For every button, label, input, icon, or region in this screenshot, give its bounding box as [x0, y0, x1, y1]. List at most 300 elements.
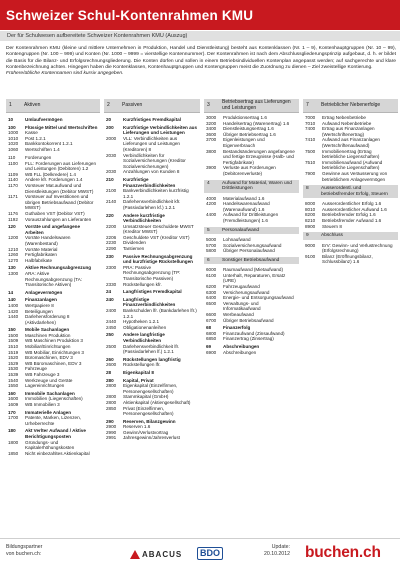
account-name: Rückstellungen kfr.	[123, 281, 162, 287]
account-name: Guthaben VST (Debitor VST)	[25, 211, 85, 216]
account-name: Finanzaufwand (Zinsaufwand)	[223, 330, 285, 336]
account-name: Tantiemen	[123, 246, 145, 252]
account-name: Andere kfr. Forderungen 1.4	[25, 177, 83, 183]
class-header	[204, 99, 299, 113]
account-name: Geschuldete VST (Kreditor VST)	[123, 234, 190, 240]
account-name: Bankkontokorrent 1.2.1	[25, 141, 73, 147]
account-group-row	[104, 254, 200, 265]
account-name: WB Mobiliar, Einrichtungen 3	[25, 349, 84, 355]
class-number: 4	[207, 180, 210, 186]
page-title: Schweizer Schul-Kontenrahmen KMU	[6, 8, 254, 23]
account-number: 7000	[305, 115, 316, 120]
account-name: Finanzanlagen	[25, 297, 57, 303]
title-bar	[0, 0, 400, 30]
account-name: Steuern 8	[322, 223, 342, 229]
account-name: Fahrzeugaufwand	[223, 284, 260, 290]
account-number: 1800	[8, 439, 19, 445]
account-number: 8010	[305, 206, 316, 212]
account-number: 2800	[106, 399, 117, 405]
account-name: Werbeaufwand	[223, 312, 254, 318]
account-name: Handelswarenaufwand (Warenaufwand) 1.6	[223, 201, 270, 212]
account-row	[6, 440, 100, 451]
account-name: Bankverbindlichkeiten kurzfristig 1.2.1	[123, 188, 189, 199]
class-header	[303, 232, 398, 240]
column-passiven	[104, 99, 200, 441]
account-row	[6, 415, 100, 426]
class-header	[204, 227, 299, 235]
account-number: 1700	[8, 415, 19, 421]
account-number: 2300	[106, 264, 117, 270]
account-row	[204, 336, 299, 342]
account-number: 7400	[305, 126, 316, 132]
account-number: 8000	[305, 201, 316, 207]
account-number: 14	[8, 289, 14, 295]
account-row	[104, 199, 200, 210]
account-number: 6500	[206, 300, 217, 306]
account-row	[104, 169, 200, 175]
account-name: Finanzerfolg	[223, 325, 251, 331]
partner-line-2: von buchen.ch:	[6, 551, 42, 557]
account-name: Mobiliar/Einrichtungen	[25, 344, 71, 350]
account-name: Darlehensverbindlichkeit kfr. (Passivdarlehen kf.) 1.2.1	[123, 199, 181, 210]
account-number: 2800	[106, 394, 117, 400]
account-name: Bilanz (Eröffnungsbilanz, Schlussbilanz) 1.6	[322, 253, 373, 265]
account-name: Hypotheken 1.2.1	[123, 319, 160, 325]
account-number: 120	[8, 224, 16, 230]
account-group-row	[104, 370, 200, 376]
account-number: 2290	[106, 246, 117, 252]
account-name: Kapital, Privat	[123, 377, 154, 383]
account-name: Immobilien (Liegenschaften)	[25, 396, 83, 402]
account-number: 1109	[8, 171, 18, 177]
account-name: Energie- und Entsorgungsaufwand	[223, 295, 294, 301]
account-number: 9000	[305, 242, 316, 248]
account-name: Aufwand Nebenbetriebe	[322, 120, 372, 126]
account-row	[303, 224, 398, 230]
account-name: Privat (Einzelfirmen, Personengesellschaften)	[123, 405, 174, 417]
account-group-row	[104, 177, 200, 188]
account-name: Verbindlichkeiten für Sozialversicherungen (Kreditor Sozialversicherungen)	[123, 152, 186, 169]
account-row	[6, 314, 100, 325]
account-name: Verwaltungs- und Informatikaufwand	[223, 300, 261, 312]
account-number: 2440	[106, 319, 117, 325]
class-title: Betrieblicher Nebenerfolge	[321, 101, 381, 108]
account-number: 1200	[8, 235, 19, 241]
account-name: Immobilienaufwand (Aufwand betriebliche Liegenschaften)	[322, 159, 383, 171]
account-name: Maschinen Produktion	[25, 332, 71, 338]
account-number: 7900	[305, 170, 316, 176]
class-number: 6	[207, 257, 210, 263]
account-name: Immaterielle Anlagen	[25, 409, 72, 415]
account-row	[104, 224, 200, 235]
account-number: 4400	[206, 212, 217, 218]
account-name: Langfristige Finanzverbindlichkeiten	[123, 296, 176, 308]
account-row	[6, 217, 100, 223]
account-number: 220	[106, 212, 114, 218]
account-rows	[204, 265, 299, 355]
account-row	[6, 147, 100, 153]
account-name: Dienstleistungsertrag 1.6	[223, 126, 274, 132]
account-row	[6, 183, 100, 194]
intro-paragraph	[6, 46, 396, 77]
account-number: 6200	[206, 284, 217, 290]
account-name: Fahrzeuge	[25, 366, 47, 372]
account-group-row	[6, 117, 100, 123]
account-name: Beteiligungen	[25, 308, 53, 314]
account-name: Lohnaufwand	[223, 237, 251, 242]
account-number: 1192	[8, 216, 18, 222]
account-name: Ertrag Nebenbetriebe	[322, 115, 366, 120]
account-name: Kurzfristige Verbindlichkeiten aus Lieferungen und Leistungen	[123, 124, 198, 136]
account-name: Vorauszahlungen an Lieferanten	[25, 216, 92, 222]
account-name: Verluste aus Forderungen (Debitorenverluste)	[223, 165, 276, 176]
account-name: Abschreibungen	[223, 344, 260, 349]
account-name: Betriebsfremder Erfolg 1.6	[322, 212, 376, 218]
account-name: Vorräte und angefangene Arbeiten	[25, 224, 81, 235]
class-number: 5	[207, 227, 210, 233]
account-group-row	[104, 297, 200, 308]
account-number: 1060	[8, 146, 19, 152]
account-name: Finanzertrag (Zinsertrag)	[223, 336, 274, 342]
account-number: 3700	[206, 137, 217, 143]
account-number: 2850	[106, 405, 117, 411]
class-header	[204, 257, 299, 265]
account-row	[204, 137, 299, 148]
account-name: PRA: Passive Rechnungsabgrenzung (TP: Transitorische Passiven)	[123, 264, 181, 282]
account-number: 3800	[206, 148, 217, 154]
account-row	[303, 160, 398, 171]
account-number: 130	[8, 265, 16, 271]
account-row	[204, 149, 299, 166]
account-rows	[204, 235, 299, 254]
account-row	[204, 248, 299, 254]
account-row	[204, 273, 299, 284]
partner-line-1: Bildungspartner	[6, 544, 43, 550]
account-number: 1010	[8, 135, 19, 141]
intro-note: Frühere/übliche Kontennamen sind kursiv angegeben.	[6, 71, 124, 77]
account-number: 2200	[106, 223, 117, 229]
account-rows	[303, 113, 398, 182]
account-group-row	[104, 213, 200, 224]
account-name: WB FLL (Delkredere) 1.4	[25, 171, 76, 177]
account-row	[104, 188, 200, 199]
account-name: Umlaufvermögen	[25, 117, 63, 122]
account-number: 1520	[8, 355, 19, 361]
account-name: Patente, Marken, Lizenzen, Urheberrechte	[25, 415, 81, 426]
account-number: 230	[106, 253, 114, 259]
account-name: FLL: Forderungen aus Lieferungen und Leistungen (Debitoren) 1.2	[25, 160, 96, 172]
account-number: 1020	[8, 141, 19, 147]
account-row	[104, 246, 200, 252]
class-title: Aktiven	[24, 101, 41, 108]
account-number: 1170	[8, 183, 18, 189]
account-number: 3000	[206, 115, 217, 120]
account-name: Anzahlungen von Kunden 8	[123, 169, 180, 175]
account-name: Eigenkapital (Einzelfirmen, Personengesellschaften)	[123, 383, 178, 394]
account-name: Ausserordentlicher Erfolg 1.6	[322, 201, 382, 207]
class-title: Passiven	[122, 101, 143, 108]
page-subtitle: Der für Schulwesen aufbereitete Schweizer Kontenrahmen KMU (Auszug)	[7, 33, 188, 39]
account-name: Kurzfristiges Fremdkapital	[123, 117, 181, 122]
account-row	[303, 243, 398, 254]
account-name: Reserven, Bilanzgewinn	[123, 418, 176, 424]
account-rows	[303, 199, 398, 229]
account-name: Ertrag aus Finanzanlagen (Wertschriftenertrag)	[322, 126, 375, 137]
account-name: Büromaschinen, EDV 3	[25, 355, 73, 361]
account-name: Gründungs- und Kapitalerhöhungskosten	[25, 439, 75, 451]
account-row	[104, 435, 200, 441]
account-number: 2030	[106, 152, 117, 158]
account-number: 3400	[206, 126, 217, 132]
account-name: Wertpapiere 8	[25, 302, 54, 308]
class-title: Betriebsertrag aus Lieferungen und Leistungen	[222, 99, 291, 111]
class-title: Personalaufwand	[222, 227, 260, 233]
account-name: Darlehensverbindlichkeit lfr. (Passivdarlehen lf.) 1.2.1	[123, 343, 180, 355]
account-name: Sozialversicherungsaufwand	[223, 242, 282, 248]
account-group-row	[104, 332, 200, 343]
class-number: 9	[306, 233, 309, 239]
account-row	[104, 344, 200, 355]
account-name: Jahresgewinn/Jahresverlust	[123, 435, 180, 441]
account-row	[104, 406, 200, 417]
account-name: Flüssige Mittel und Wertschriften	[25, 124, 98, 130]
account-row	[204, 350, 299, 356]
account-name: Unterhalt, Reparaturen, Ersatz (URE)	[223, 272, 286, 284]
footer	[0, 538, 400, 567]
account-name: Werkzeuge und Geräte	[25, 377, 73, 383]
abacus-triangle-icon	[130, 550, 140, 559]
class-header	[104, 99, 200, 113]
class-header	[303, 99, 398, 113]
account-name: Halbfabrikate	[25, 257, 53, 263]
account-number: 5700	[206, 242, 217, 248]
account-name: Übriger Betriebsertrag 1.6	[223, 131, 276, 137]
account-row	[104, 282, 200, 288]
account-group-row	[104, 117, 200, 123]
class-number: 2	[107, 101, 110, 108]
account-number: 170	[8, 409, 16, 415]
account-number: 2800	[106, 383, 117, 389]
account-number: 2600	[106, 362, 117, 368]
account-group-row	[6, 290, 100, 296]
account-row	[104, 325, 200, 331]
account-name: WB Immobilien 3	[25, 402, 60, 407]
account-number: 200	[106, 124, 114, 130]
account-number: 110	[8, 155, 16, 161]
account-name: Vorsteuer Mat.aufwand und Dienstleistungen (Debitor MWST)	[25, 183, 94, 194]
account-number: 6000	[206, 267, 217, 273]
account-number: 1519	[8, 349, 19, 355]
account-number: 3200	[206, 120, 217, 126]
account-number: 1609	[8, 402, 19, 407]
partner-label	[6, 544, 42, 558]
account-number: 2100	[106, 188, 117, 194]
account-group-row	[104, 125, 200, 136]
subtitle-bar	[0, 31, 400, 41]
account-row	[303, 137, 398, 148]
account-number: 100	[8, 124, 16, 130]
account-number: 4000	[206, 195, 217, 201]
account-number: 1540	[8, 377, 19, 383]
account-row	[204, 212, 299, 223]
account-name: Akt Verlter Aufwand / Aktive Berichtigungsposten	[25, 428, 86, 439]
account-name: Dividenden	[123, 240, 146, 246]
account-number: 10	[8, 117, 14, 122]
account-number: 250	[106, 332, 114, 338]
account-name: Aufwand aus Finanzanlagen (Wertschriftenaufwand)	[322, 137, 380, 148]
account-rows	[6, 113, 100, 456]
bdo-logo[interactable]	[195, 546, 225, 561]
class-header	[204, 180, 299, 193]
account-name: Handelsertrag (Warenertrag) 1.6	[223, 120, 290, 126]
account-number: 7410	[305, 137, 316, 143]
account-row	[6, 402, 100, 408]
account-row	[6, 271, 100, 288]
account-row	[303, 149, 398, 160]
account-name: Bankschulden lfr. (Bankdarlehen lfr.) 1.2.1	[123, 308, 197, 319]
account-number: 9100	[305, 253, 316, 259]
class-number: 3	[207, 101, 210, 108]
bdo-wordmark: BDO	[197, 547, 223, 560]
account-number: 8200	[305, 212, 316, 218]
account-row	[104, 136, 200, 153]
account-number: 290	[106, 418, 114, 424]
class-header	[303, 185, 398, 198]
account-number: 1510	[8, 344, 19, 350]
column-nebenerfolge	[303, 99, 398, 265]
account-name: Kasse	[25, 130, 38, 136]
account-name: Fertigfabrikaten	[25, 252, 57, 258]
account-row	[204, 301, 299, 312]
account-row	[6, 451, 100, 457]
account-name: Versicherungsaufwand	[223, 289, 270, 295]
account-number: 8900	[305, 223, 316, 229]
account-name: Mobile Sachanlagen	[25, 327, 70, 333]
account-name: Vorsteuer auf Investitionen und übrigen Betriebsaufwand (Debitor MWST)	[25, 194, 94, 211]
account-row	[6, 258, 100, 264]
account-row	[6, 194, 100, 211]
account-number: 20	[106, 117, 112, 122]
account-row	[204, 165, 299, 176]
brand-logo[interactable]: buchen.ch	[305, 544, 381, 561]
account-row	[6, 383, 100, 389]
account-row	[204, 201, 299, 212]
account-number: 2030	[106, 169, 117, 175]
account-name: Stammkapital (GmbH)	[123, 394, 169, 400]
account-number: 1539	[8, 372, 19, 378]
account-name: Obligationenanleihen	[123, 324, 167, 330]
account-group-row	[6, 224, 100, 235]
account-name: Vorräte Handelswaren (Warenbestand)	[25, 235, 71, 246]
account-number: 1420	[8, 308, 19, 314]
account-name: Reserven 1.6	[123, 424, 151, 430]
account-number: 210	[106, 176, 114, 182]
account-name: Umsatzsteuer Geschuldete MWST (Kreditor MWST)	[123, 223, 194, 235]
account-row	[104, 362, 200, 368]
account-number: 1210	[8, 246, 19, 252]
account-number: 8210	[305, 217, 316, 223]
account-number: 1260	[8, 252, 19, 258]
account-name: Rückstellungen lfr.	[123, 362, 161, 368]
account-name: Gewinne aus Veräusserung von betrieblichem Anlagevermögen	[322, 170, 388, 182]
account-name: WB Büromaschinen, EDV 3	[25, 360, 82, 366]
account-name: Bestandsänderungen angefangene und fertige Erzeugnisse (Halb- und Fertigfabrikate)	[223, 148, 295, 165]
account-number: 2500	[106, 343, 117, 349]
account-rows	[204, 113, 299, 177]
account-row	[6, 235, 100, 246]
class-number: 8	[306, 186, 309, 192]
account-number: 1176	[8, 211, 18, 216]
account-number: 1400	[8, 302, 19, 308]
account-name: Andere langfristige Verbindlichkeiten	[123, 332, 165, 343]
account-row	[204, 318, 299, 324]
account-number: 69	[206, 344, 212, 349]
account-number: 5000	[206, 237, 217, 242]
account-number: 7500	[305, 148, 316, 154]
account-number: 2900	[106, 424, 117, 430]
account-number: 5800	[206, 248, 217, 254]
account-name: Übriger Personalaufwand	[223, 248, 275, 254]
account-number: 1530	[8, 366, 19, 372]
account-number: 6100	[206, 272, 217, 278]
account-number: 260	[106, 356, 114, 362]
account-row	[104, 308, 200, 319]
account-number: 6400	[206, 295, 217, 301]
account-name: Langfristiges Fremdkapital	[123, 289, 182, 295]
account-number: 6700	[206, 317, 217, 323]
account-name: Betriebsfremder Aufwand 1.6	[322, 217, 382, 223]
account-row	[303, 126, 398, 137]
account-number: 2000	[106, 135, 117, 141]
account-name: ARA: Aktive Rechnungsabgrenzung (TA: Transitorische Aktiven)	[25, 270, 83, 288]
account-name: Post 1.2.1	[25, 135, 46, 141]
column-betriebsertrag	[204, 99, 299, 355]
update-info	[264, 544, 290, 558]
account-number: 28	[106, 369, 112, 375]
account-name: WB Fahrzeuge 3	[25, 372, 60, 378]
class-header	[6, 99, 100, 113]
column-aktiven	[6, 99, 100, 456]
account-number: 160	[8, 390, 16, 396]
account-number: 1550	[8, 383, 19, 389]
account-number: 68	[206, 325, 212, 331]
account-number: 240	[106, 296, 114, 302]
account-number: 1140	[8, 177, 18, 183]
account-number: 150	[8, 327, 16, 333]
account-name: Raumaufwand (Mietaufwand)	[223, 267, 284, 273]
account-name: Lagereinrichtungen	[25, 383, 65, 389]
account-name: Nicht einbezahltes Aktienkapital	[25, 450, 90, 456]
account-name: Anlagevermögen	[25, 289, 63, 295]
account-number: 2230	[106, 240, 117, 246]
account-number: 2991	[106, 435, 117, 441]
class-number: 1	[9, 101, 12, 108]
account-name: Aktienkapital (Aktiengesellschaft)	[123, 399, 191, 405]
account-row	[6, 161, 100, 172]
account-number: 2450	[106, 324, 117, 330]
abacus-logo[interactable]	[130, 550, 182, 559]
account-number: 6800	[206, 330, 217, 336]
class-title: Abschluss	[321, 233, 343, 239]
account-name: Übriger Betriebsaufwand	[223, 317, 274, 323]
account-number: 1000	[8, 130, 19, 136]
account-number: 6300	[206, 289, 217, 295]
account-name: Materialaufwand 1.6	[223, 195, 265, 201]
account-name: Gewinn/Verlustvortrag	[123, 429, 169, 435]
account-row	[303, 254, 398, 265]
account-number: 6850	[206, 336, 217, 342]
account-name: Aktive Rechnungsabgrenzung	[25, 265, 92, 271]
